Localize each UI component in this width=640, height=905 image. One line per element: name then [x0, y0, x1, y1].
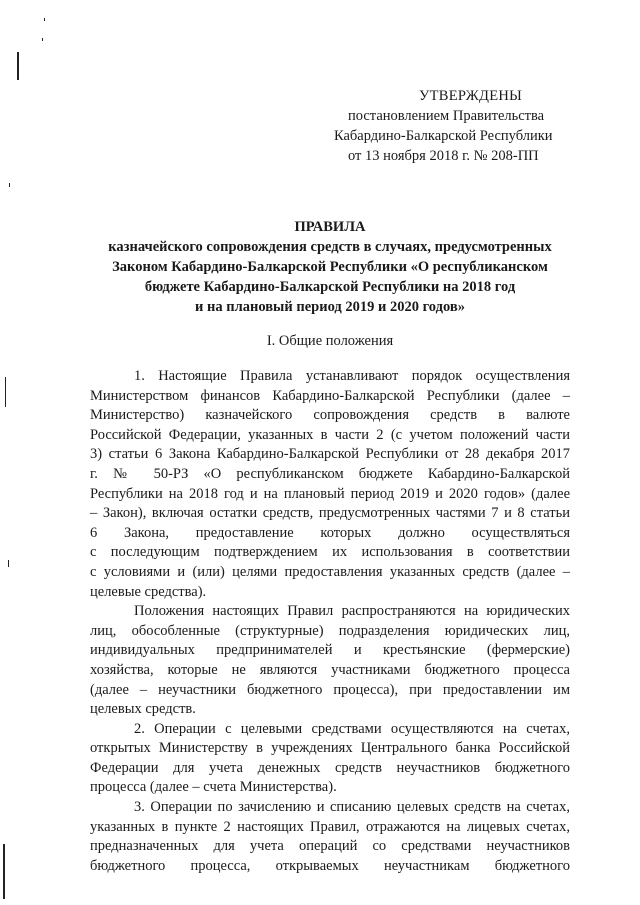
- text-line: целевых средств.: [90, 701, 196, 718]
- approval-line: постановлением Правительства: [348, 108, 545, 124]
- text-line: Положения настоящих Правил распространяются на юридических: [134, 603, 570, 620]
- scan-mark: [3, 844, 5, 899]
- text-line: 2. Операции с целевыми средствами осуществляются на счетах,: [134, 720, 570, 737]
- document-title: [80, 217, 580, 317]
- text-line: Федерации для учета денежных средств неучастников бюджетного: [90, 759, 570, 776]
- text-line: лиц, обособленные (структурные) подразделения юридических лиц,: [90, 622, 570, 639]
- approval-date: от 13 ноября 2018 г. № 208-ПП: [348, 148, 539, 164]
- scan-mark: [44, 18, 45, 21]
- approval-block: [330, 86, 590, 166]
- title-line: казначейского сопровождения средств в случаях, предусмотренных: [108, 239, 552, 255]
- text-line: с последующим подтверждением их использования в соответствии: [90, 544, 570, 561]
- text-line: указанных в пункте 2 настоящих Правил, отражаются на лицевых счетах,: [90, 818, 570, 835]
- scan-mark: [9, 183, 10, 187]
- text-line: хозяйства, которые не являются участниками бюджетного процесса: [90, 661, 570, 678]
- text-line: Министерством финансов Кабардино-Балкарской Республики (далее –: [90, 387, 570, 404]
- scan-mark: [17, 52, 19, 80]
- text-line: 3) статьи 6 Закона Кабардино-Балкарской Республики от 28 декабря 2017: [90, 446, 570, 463]
- title-line: ПРАВИЛА: [294, 219, 366, 235]
- text-line: процесса (далее – счета Министерства).: [90, 779, 337, 796]
- scan-mark: [5, 377, 6, 407]
- approval-heading: УТВЕРЖДЕНЫ: [419, 88, 523, 104]
- text-line: открытых Министерству в учреждениях Центрального банка Российской: [90, 740, 570, 757]
- body-text: [90, 367, 570, 876]
- title-line: бюджете Кабардино-Балкарской Республики на 2018 год: [144, 279, 516, 295]
- text-line: Республики на 2018 год и на плановый период 2019 и 2020 годов» (далее: [90, 485, 570, 502]
- text-line: индивидуальных предпринимателей и крестьянские (фермерские): [90, 642, 570, 659]
- approval-line: Кабардино-Балкарской Республики: [334, 128, 553, 144]
- text-line: 6 Закона, предоставление которых должно осуществляться: [90, 524, 570, 541]
- scan-mark: [8, 560, 9, 567]
- text-line: с условиями и (или) целями предоставления указанных средств (далее –: [90, 563, 570, 580]
- title-line: и на плановый период 2019 и 2020 годов»: [195, 299, 465, 315]
- text-line: предназначенных для учета операций со средствами неучастников: [90, 838, 570, 855]
- text-line: целевые средства).: [90, 583, 207, 600]
- scan-mark: [42, 38, 43, 41]
- text-line: 1. Настоящие Правила устанавливают порядок осуществления: [134, 368, 570, 384]
- text-line: – Закон), включая остатки средств, предусмотренных частями 7 и 8 статьи: [90, 505, 570, 522]
- title-line: Законом Кабардино-Балкарской Республики «О республиканском: [112, 259, 548, 275]
- text-line: 3. Операции по зачислению и списанию целевых средств на счетах,: [134, 799, 570, 816]
- text-line: Российской Федерации, указанных в части 2 (с учетом положений части: [90, 426, 570, 443]
- text-line: бюджетного процесса, открываемых неучастникам бюджетного: [90, 857, 570, 874]
- text-line: Министерство) казначейского сопровождения средств в валюте: [90, 407, 570, 424]
- text-line: г. № 50-РЗ «О республиканском бюджете Кабардино-Балкарской: [90, 465, 570, 482]
- text-line: (далее – неучастники бюджетного процесса), при предоставлении им: [90, 681, 570, 698]
- section-heading: I. Общие положения: [266, 333, 394, 349]
